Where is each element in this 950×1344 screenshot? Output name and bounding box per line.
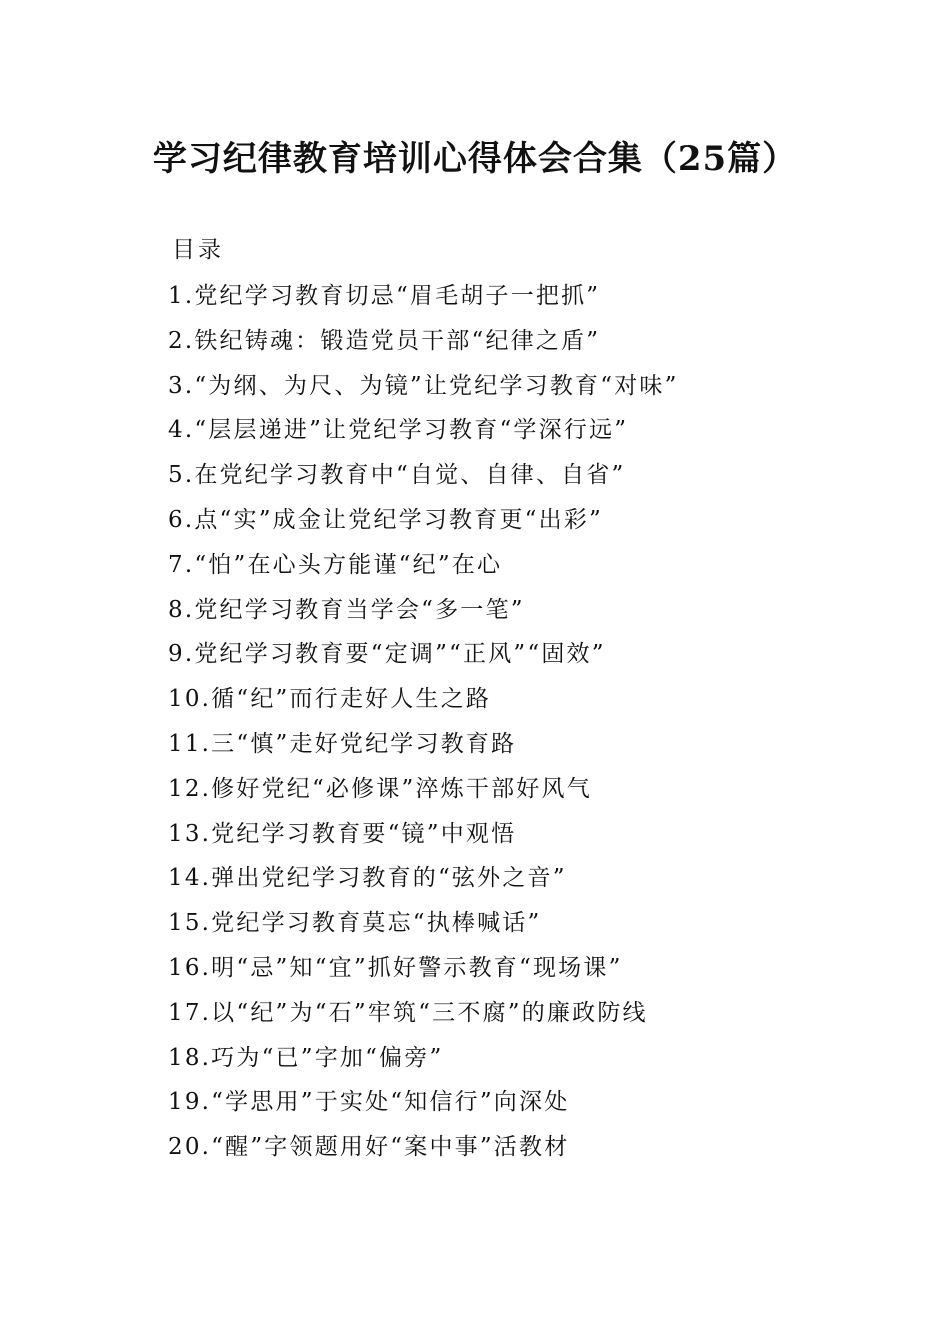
toc-item: 2.铁纪铸魂：锻造党员干部“纪律之盾”	[168, 327, 601, 354]
toc-item: 16.明“忌”知“宜”抓好警示教育“现场课”	[168, 954, 623, 981]
toc-item: 6.点“实”成金让党纪学习教育更“出彩”	[168, 506, 603, 533]
toc-heading: 目录	[172, 237, 224, 263]
toc-item: 3.“为纲、为尺、为镜”让党纪学习教育“对味”	[168, 372, 679, 399]
toc-item: 7.“怕”在心头方能谨“纪”在心	[168, 551, 503, 578]
toc-item: 17.以“纪”为“石”牢筑“三不腐”的廉政防线	[168, 999, 648, 1026]
toc-item: 14.弹出党纪学习教育的“弦外之音”	[168, 865, 567, 892]
toc-item: 4.“层层递进”让党纪学习教育“学深行远”	[168, 417, 629, 444]
toc-item: 5.在党纪学习教育中“自觉、自律、自省”	[168, 462, 626, 489]
toc-item: 10.循“纪”而行走好人生之路	[168, 686, 492, 713]
document-title: 学习纪律教育培训心得体会合集（25篇）	[152, 139, 798, 179]
toc-item: 18.巧为“已”字加“偏旁”	[168, 1044, 444, 1071]
toc-list	[168, 280, 868, 1176]
toc-item: 13.党纪学习教育要“镜”中观悟	[168, 820, 517, 847]
toc-item: 1.党纪学习教育切忌“眉毛胡子一把抓”	[168, 283, 601, 309]
toc-item: 12.修好党纪“必修课”淬炼干部好风气	[168, 775, 592, 802]
toc-item: 20.“醒”字领题用好“案中事”活教材	[168, 1134, 570, 1161]
toc-item: 15.党纪学习教育莫忘“执棒喊话”	[168, 910, 542, 937]
toc-item: 9.党纪学习教育要“定调”“正风”“固效”	[168, 641, 606, 668]
toc-item: 8.党纪学习教育当学会“多一笔”	[168, 596, 525, 623]
toc-item: 19.“学思用”于实处“知信行”向深处	[168, 1089, 570, 1116]
toc-item: 11.三“慎”走好党纪学习教育路	[168, 730, 517, 757]
